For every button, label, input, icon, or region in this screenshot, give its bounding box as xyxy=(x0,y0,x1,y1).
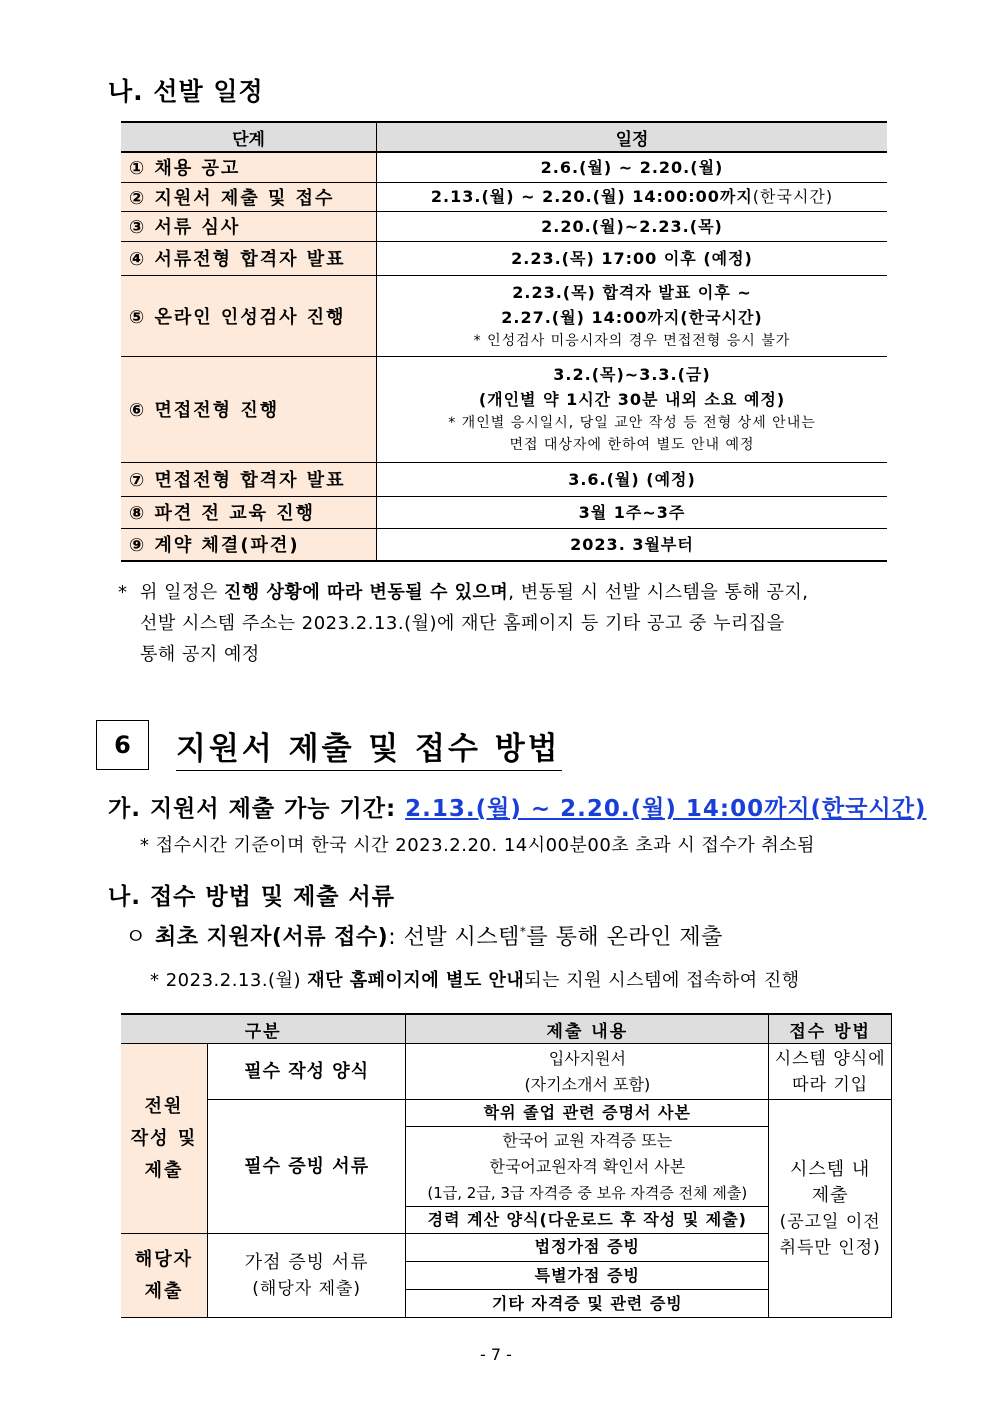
first-applicant-text: : 선발 시스템 xyxy=(388,925,520,950)
schedule-line: 3.2.(목)~3.3.(금) xyxy=(553,365,711,384)
table-row xyxy=(121,356,887,462)
table-row xyxy=(121,182,887,211)
schedule-line: 2.27.(월) 14:00까지(한국시간) xyxy=(501,307,763,327)
method-line: 따라 기입 xyxy=(792,1074,869,1095)
period-label: 가. 지원서 제출 가능 기간: xyxy=(108,796,406,822)
bonus-item: 기타 자격증 및 관련 증빙 xyxy=(406,1290,769,1318)
group-label-line: 제출 xyxy=(144,1159,184,1181)
schedule-value: 2023. 3월부터 xyxy=(377,528,888,561)
required-form-content xyxy=(406,1044,769,1100)
submission-table xyxy=(121,1013,892,1318)
method-line: 시스템 내 xyxy=(790,1158,871,1180)
bonus-proof-label xyxy=(208,1234,406,1318)
table-row xyxy=(121,462,887,496)
group-all-label xyxy=(121,1044,208,1234)
submission-heading: 나. 접수 방법 및 제출 서류 xyxy=(108,884,395,910)
first-applicant-bold: 최초 지원자(서류 접수) xyxy=(155,925,389,950)
group-label-line: 작성 및 xyxy=(130,1127,198,1149)
schedule-stage: ② 지원서 제출 및 접수 xyxy=(121,182,377,211)
section-title-underline xyxy=(176,770,562,771)
schedule-line: 2.23.(목) 합격자 발표 이후 ~ xyxy=(512,282,752,302)
note-text: 되는 지원 시스템에 접속하여 진행 xyxy=(524,970,800,991)
content-line: 한국어교원자격 확인서 사본 xyxy=(489,1156,686,1176)
schedule-note: 면접 대상자에 한하여 별도 안내 예정 xyxy=(509,437,755,453)
note-text: * 2023.2.13.(월) xyxy=(150,970,308,991)
bullet-icon: ㅇ xyxy=(125,925,147,950)
content-line: 입사지원서 xyxy=(548,1048,626,1068)
note-bold: 진행 상황에 따라 변동될 수 있으며 xyxy=(224,582,509,603)
schedule-value xyxy=(377,356,888,462)
schedule-note-star: * xyxy=(118,582,128,603)
schedule-header-stage: 단계 xyxy=(121,122,377,152)
required-form-method xyxy=(769,1044,892,1100)
content-line: 한국어 교원 자격증 또는 xyxy=(502,1130,673,1150)
system-submission-method xyxy=(769,1100,892,1318)
first-applicant-text: 를 통해 온라인 제출 xyxy=(526,925,723,950)
required-form-label: 필수 작성 양식 xyxy=(208,1044,406,1100)
table-row xyxy=(121,496,887,528)
method-line: 시스템 양식에 xyxy=(774,1048,886,1069)
schedule-header-schedule: 일정 xyxy=(377,122,888,152)
schedule-value xyxy=(377,182,888,211)
schedule-value: 2.20.(월)~2.23.(목) xyxy=(377,211,888,241)
group-label-line: 제출 xyxy=(144,1280,184,1302)
table-row xyxy=(121,275,887,356)
schedule-value: 2.23.(목) 17:00 이후 (예정) xyxy=(377,241,888,275)
section-number-box: 6 xyxy=(96,720,149,770)
schedule-value: 3월 1주~3주 xyxy=(377,496,888,528)
table-row xyxy=(121,211,887,241)
proof-item: 학위 졸업 관련 증명서 사본 xyxy=(406,1100,769,1127)
schedule-line: (개인별 약 1시간 30분 내외 소요 예정) xyxy=(478,390,786,409)
section-title: 지원서 제출 및 접수 방법 xyxy=(176,731,561,767)
table-row xyxy=(121,241,887,275)
group-label-line: 전원 xyxy=(144,1095,184,1117)
method-line: (공고일 이전 xyxy=(779,1211,881,1232)
proof-item xyxy=(406,1127,769,1207)
submission-header-method: 접수 방법 xyxy=(769,1014,892,1044)
content-line: (자기소개서 포함) xyxy=(524,1074,651,1094)
schedule-value: 3.6.(월) (예정) xyxy=(377,462,888,496)
content-line: (1급, 2급, 3급 자격증 중 보유 자격증 전체 제출) xyxy=(427,1183,748,1202)
schedule-stage: ③ 서류 심사 xyxy=(121,211,377,241)
schedule-value: 2.6.(월) ~ 2.20.(월) xyxy=(377,152,888,182)
proof-item: 경력 계산 양식(다운로드 후 작성 및 제출) xyxy=(406,1207,769,1234)
submission-header-content: 제출 내용 xyxy=(406,1014,769,1044)
period-heading xyxy=(108,790,926,823)
schedule-stage: ① 채용 공고 xyxy=(121,152,377,182)
table-row xyxy=(121,528,887,561)
schedule-note-line2: 선발 시스템 주소는 2023.2.13.(월)에 재단 홈페이지 등 기타 공고 중 누리집을 xyxy=(140,613,785,634)
schedule-stage: ⑥ 면접전형 진행 xyxy=(121,356,377,462)
group-label-line: 해당자 xyxy=(134,1248,194,1270)
schedule-value-bold: 2.13.(월) ~ 2.20.(월) 14:00:00까지 xyxy=(430,187,753,206)
first-applicant-line xyxy=(155,920,723,951)
schedule-note-line1 xyxy=(140,577,900,609)
schedule-note: * 인성검사 미응시자의 경우 면접전형 응시 불가 xyxy=(473,332,791,349)
section-title-schedule: 나. 선발 일정 xyxy=(108,77,264,106)
table-row xyxy=(121,1100,892,1127)
schedule-value xyxy=(377,275,888,356)
bonus-item: 특별가점 증빙 xyxy=(406,1262,769,1290)
system-note xyxy=(150,966,800,992)
note-text: , 변동될 시 선발 시스템을 통해 공지, xyxy=(508,582,809,603)
schedule-stage: ⑧ 파견 전 교육 진행 xyxy=(121,496,377,528)
required-proof-label: 필수 증빙 서류 xyxy=(208,1100,406,1234)
schedule-header-row xyxy=(121,122,887,152)
schedule-stage: ⑦ 면접전형 합격자 발표 xyxy=(121,462,377,496)
note-bold: 재단 홈페이지에 별도 안내 xyxy=(307,970,525,991)
period-link[interactable]: 2.13.(월) ~ 2.20.(월) 14:00까지(한국시간) xyxy=(405,796,927,822)
schedule-stage: ④ 서류전형 합격자 발표 xyxy=(121,241,377,275)
label-line: (해당자 제출) xyxy=(252,1278,362,1299)
schedule-value-suffix: (한국시간) xyxy=(752,187,834,206)
schedule-note: * 개인별 응시일시, 당일 교안 작성 등 전형 상세 안내는 xyxy=(448,415,816,431)
submission-header-row xyxy=(121,1014,892,1044)
method-line: 제출 xyxy=(811,1184,849,1206)
submission-header-category: 구분 xyxy=(121,1014,406,1044)
schedule-stage: ⑨ 계약 체결(파견) xyxy=(121,528,377,561)
table-row xyxy=(121,152,887,182)
page-number: - 7 - xyxy=(480,1345,512,1364)
note-text: 위 일정은 xyxy=(140,582,224,603)
bonus-item: 법정가점 증빙 xyxy=(406,1234,769,1262)
schedule-note-line3: 통해 공지 예정 xyxy=(140,644,260,665)
footnote-star: * xyxy=(519,924,527,939)
period-note: * 접수시간 기준이며 한국 시간 2023.2.20. 14시00분00초 초과 시 접수가 취소됨 xyxy=(140,835,816,856)
schedule-table xyxy=(121,121,887,562)
table-row xyxy=(121,1044,892,1100)
method-line: 취득만 인정) xyxy=(779,1237,881,1258)
label-line: 가점 증빙 서류 xyxy=(244,1251,369,1273)
group-applicable-label xyxy=(121,1234,208,1318)
schedule-stage: ⑤ 온라인 인성검사 진행 xyxy=(121,275,377,356)
